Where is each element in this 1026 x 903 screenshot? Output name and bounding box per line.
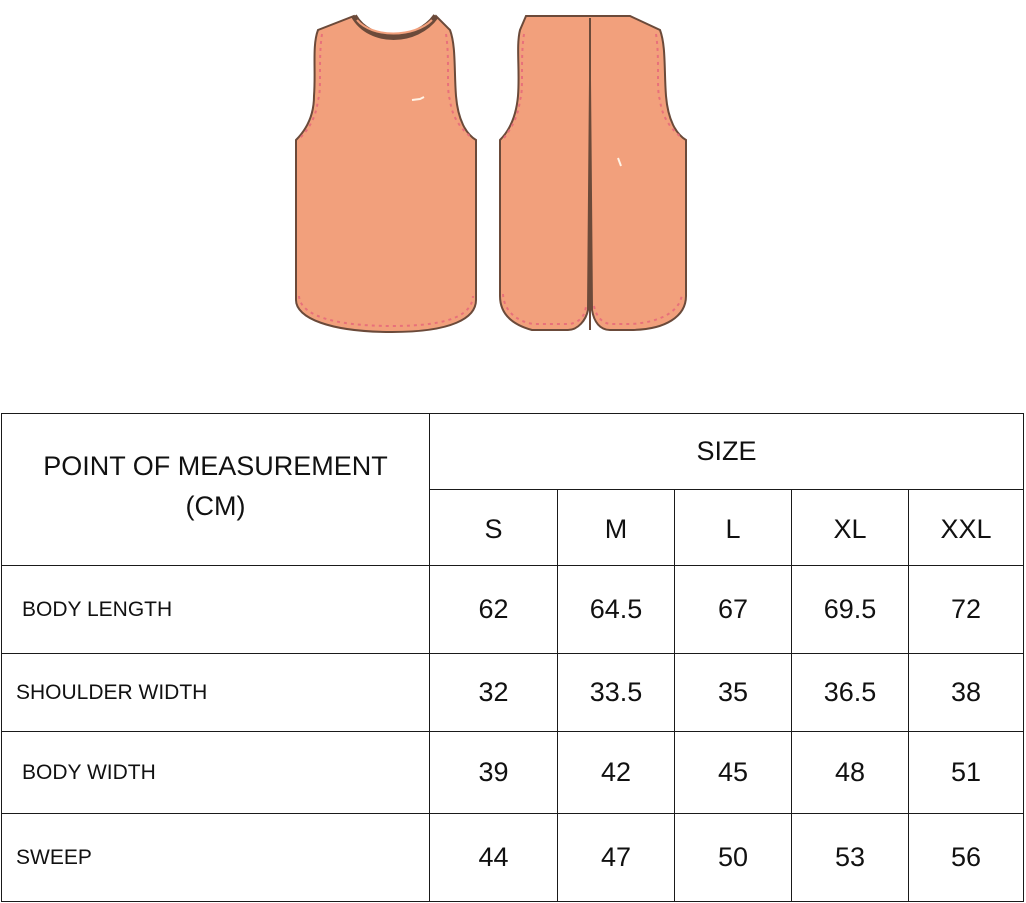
cell-value: 67 — [675, 566, 792, 654]
row-label-sweep: SWEEP — [2, 814, 430, 902]
cell-value: 36.5 — [792, 654, 909, 732]
garment-sketch — [0, 0, 1026, 350]
size-label-m: M — [558, 490, 675, 566]
cell-value: 39 — [430, 732, 558, 814]
cell-value: 64.5 — [558, 566, 675, 654]
cell-value: 69.5 — [792, 566, 909, 654]
cell-value: 62 — [430, 566, 558, 654]
table-row — [2, 732, 1024, 814]
row-label-body-width: BODY WIDTH — [2, 732, 430, 814]
cell-value: 45 — [675, 732, 792, 814]
size-chart-table — [1, 413, 1024, 902]
row-label-shoulder-width: SHOULDER WIDTH — [2, 654, 430, 732]
cell-value: 56 — [909, 814, 1024, 902]
back-view-garment — [500, 16, 686, 330]
size-header: SIZE — [430, 414, 1024, 490]
cell-value: 72 — [909, 566, 1024, 654]
size-label-s: S — [430, 490, 558, 566]
cell-value: 51 — [909, 732, 1024, 814]
point-of-measurement-header — [2, 414, 430, 566]
cell-value: 53 — [792, 814, 909, 902]
size-label-xl: XL — [792, 490, 909, 566]
point-of-measurement-label: POINT OF MEASUREMENT — [43, 450, 388, 481]
front-body — [296, 16, 476, 332]
cell-value: 38 — [909, 654, 1024, 732]
cell-value: 33.5 — [558, 654, 675, 732]
measurement-unit-label: (CM) — [185, 490, 246, 521]
table-row — [2, 654, 1024, 732]
cell-value: 48 — [792, 732, 909, 814]
cell-value: 42 — [558, 732, 675, 814]
cell-value: 47 — [558, 814, 675, 902]
cell-value: 50 — [675, 814, 792, 902]
row-label-body-length: BODY LENGTH — [2, 566, 430, 654]
table-row — [2, 814, 1024, 902]
size-label-l: L — [675, 490, 792, 566]
size-label-xxl: XXL — [909, 490, 1024, 566]
table-row — [2, 566, 1024, 654]
cell-value: 35 — [675, 654, 792, 732]
cell-value: 44 — [430, 814, 558, 902]
cell-value: 32 — [430, 654, 558, 732]
front-view-garment — [296, 16, 476, 332]
